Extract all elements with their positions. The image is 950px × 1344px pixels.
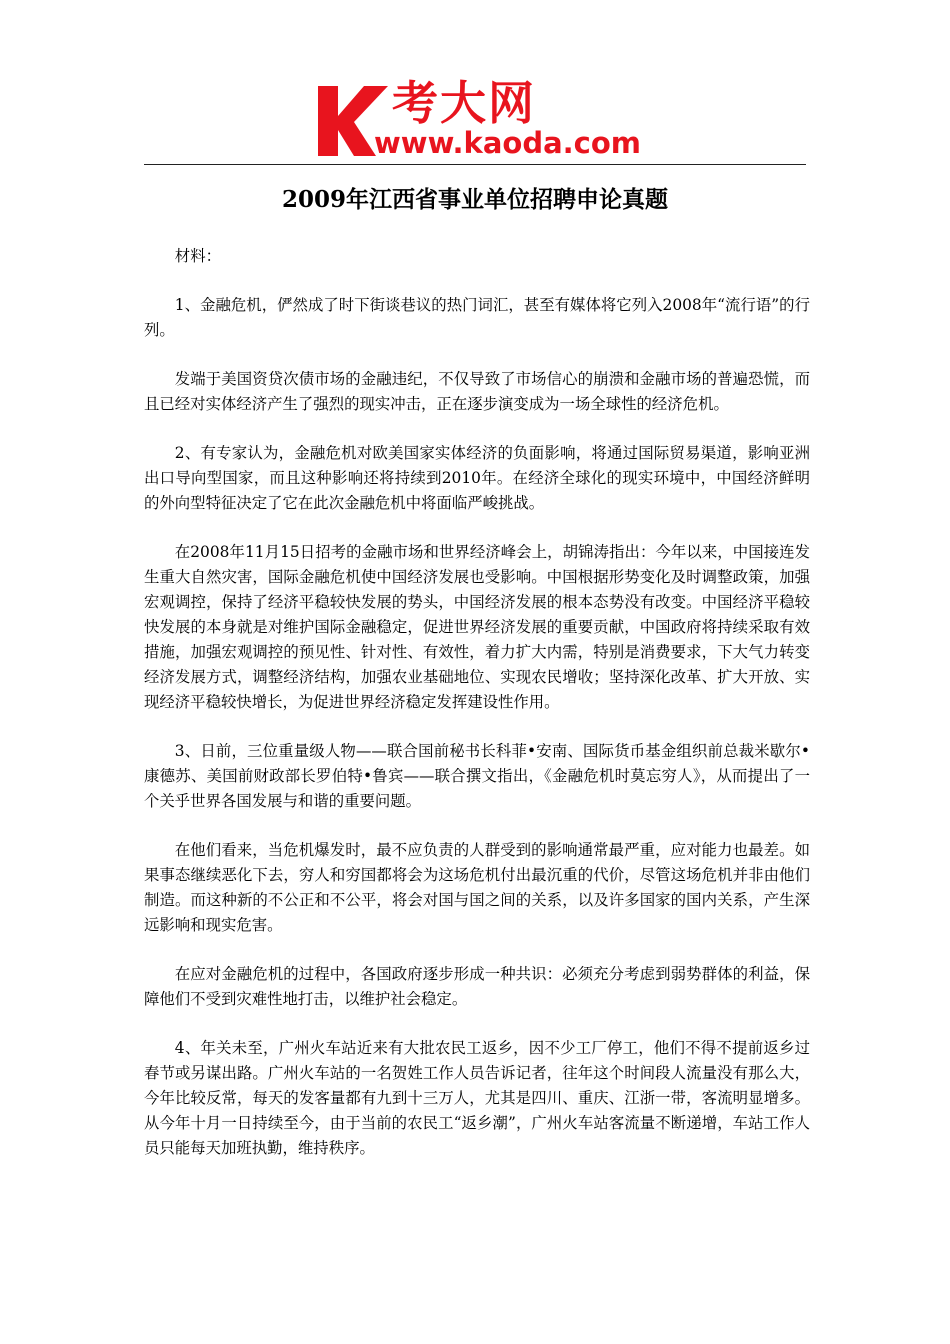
paragraph: 在2008年11月15日招考的金融市场和世界经济峰会上，胡锦涛指出：今年以来，中国接连发生重大自然灾害，国际金融危机使中国经济发展也受影响。中国根据形势变化及时调整政策，加强宏观调控，保持了经济平稳较快发展的势头，中国经济发展的根本态势没有改变。中国经济平稳较快发展的本身就是对维护国际金融稳定，促进世界经济发展的重要贡献，中国政府将持续采取有效措施，加强宏观调控的预见性、针对性、有效性，着力扩大内需，特别是消费要求，下大气力转变经济发展方式，调整经济结构，加强农业基础地位、实现农民增收；坚持深化改革、扩大开放、实现经济平稳较快增长，为促进世界经济稳定发挥建设性作用。 <box>144 543 810 711</box>
header-divider <box>144 164 806 165</box>
logo-url-text: www.kaoda.com <box>374 126 641 160</box>
paragraph: 发端于美国资贷次债市场的金融违纪，不仅导致了市场信心的崩溃和金融市场的普遍恐慌，而且已经对实体经济产生了强烈的现实冲击，正在逐步演变成为一场全球性的经济危机。 <box>144 370 810 413</box>
paragraph: 1、金融危机，俨然成了时下街谈巷议的热门词汇，甚至有媒体将它列入2008年“流行语”的行列。 <box>144 296 810 339</box>
paragraph: 2、有专家认为，金融危机对欧美国家实体经济的负面影响，将通过国际贸易渠道，影响亚洲出口导向型国家，而且这种影响还将持续到2010年。在经济全球化的现实环境中，中国经济鲜明的外向型特征决定了它在此次金融危机中将面临严峻挑战。 <box>144 444 810 512</box>
site-logo <box>314 76 644 162</box>
paragraph: 3、日前，三位重量级人物——联合国前秘书长科菲•安南、国际货币基金组织前总裁米歇尔•康德苏、美国前财政部长罗伯特•鲁宾——联合撰文指出，《金融危机时莫忘穷人》，从而提出了一个关乎世界各国发展与和谐的重要问题。 <box>144 742 810 810</box>
paragraph: 在应对金融危机的过程中，各国政府逐步形成一种共识：必须充分考虑到弱势群体的利益，保障他们不受到灾难性地打击，以维护社会稳定。 <box>144 965 810 1008</box>
paragraph: 在他们看来，当危机爆发时，最不应负责的人群受到的影响通常最严重，应对能力也最差。如果事态继续恶化下去，穷人和穷国都将会为这场危机付出最沉重的代价，尽管这场危机并非由他们制造。而这种新的不公正和不公平，将会对国与国之间的关系，以及许多国家的国内关系，产生深远影响和现实危害。 <box>144 841 810 934</box>
document-title: 2009年江西省事业单位招聘申论真题 <box>281 186 668 213</box>
document-body <box>144 244 810 1185</box>
logo-chinese-text: 考大网 <box>392 76 536 130</box>
paragraph: 4、年关未至，广州火车站近来有大批农民工返乡，因不少工厂停工，他们不得不提前返乡过春节或另谋出路。广州火车站的一名贺姓工作人员告诉记者，往年这个时间段人流量没有那么大，今年比较反常，每天的发客量都有九到十三万人，尤其是四川、重庆、江浙一带，客流明显增多。从今年十月一日持续至今，由于当前的农民工“返乡潮”，广州火车站客流量不断递增，车站工作人员只能每天加班执勤，维持秩序。 <box>144 1039 810 1157</box>
paragraph: 材料： <box>174 247 221 265</box>
